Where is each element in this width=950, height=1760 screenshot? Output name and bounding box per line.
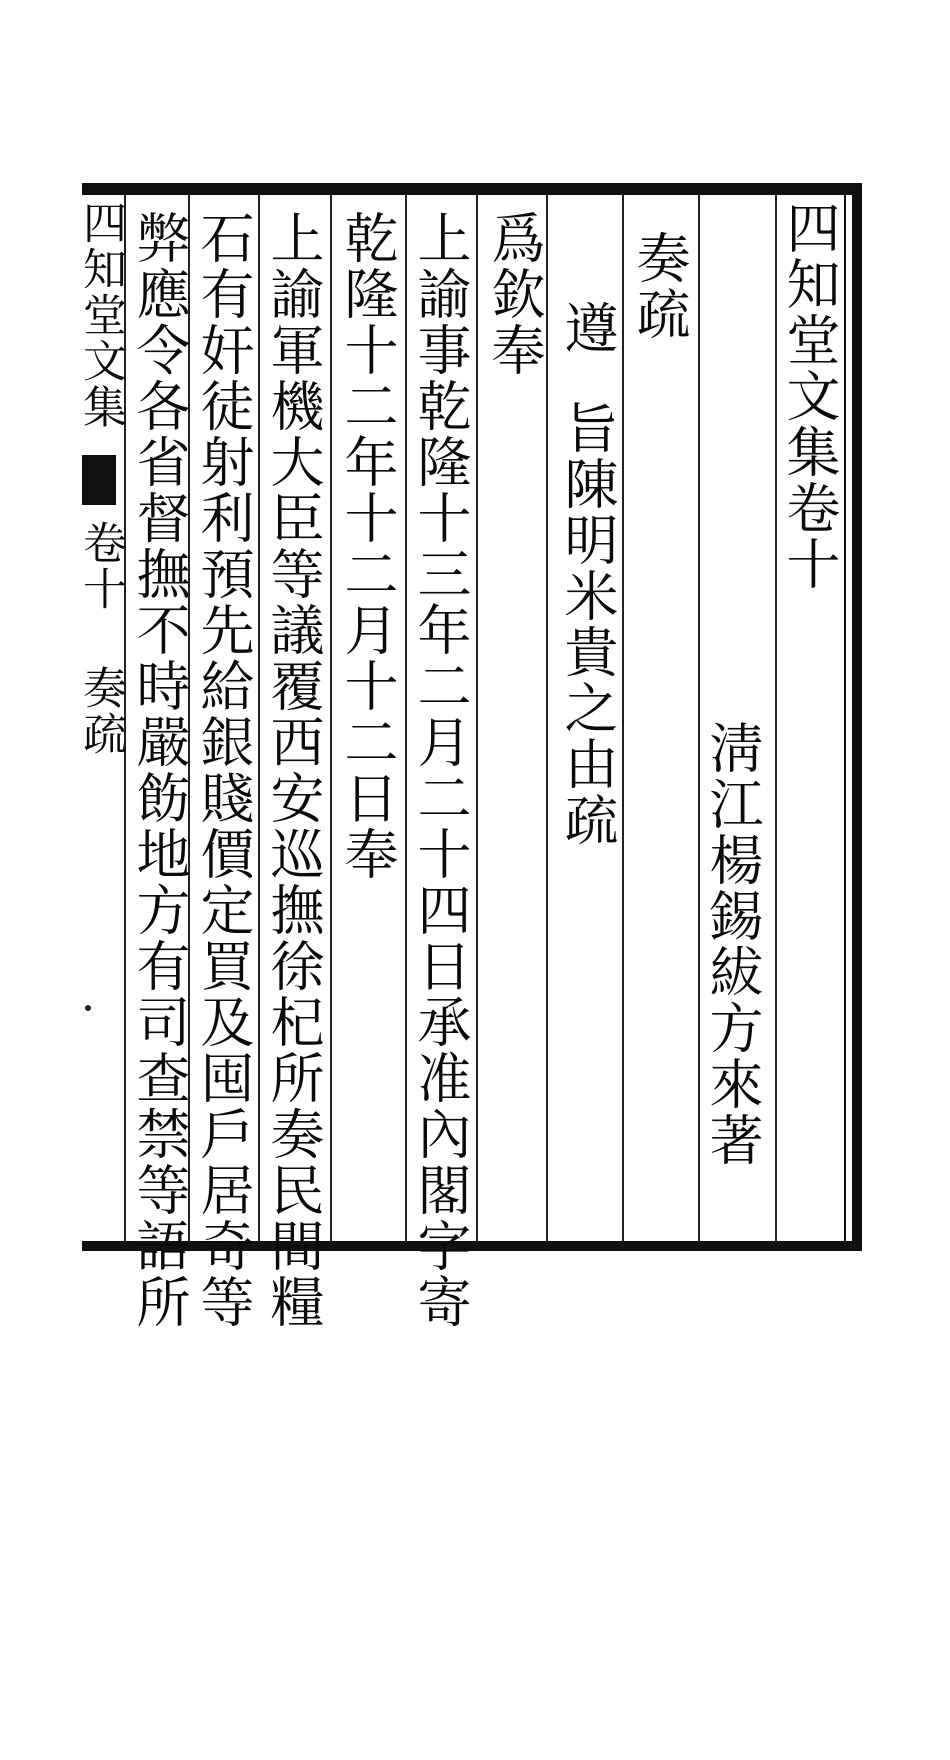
ink-dot [85,1005,91,1011]
volume-title: 四知堂文集卷十 [778,200,841,592]
memorial-title: 旨陳明米貴之由疏 [556,400,619,848]
column-rule [476,195,478,1241]
text-line-3: 乾隆十二年十二月十二日奉 [336,210,399,882]
margin-label-upper: 四知堂文集 [75,200,126,430]
text-line-4: 上諭軍機大臣等議覆西安巡撫徐杞所奏民間糧 [262,210,325,1330]
column-rule [698,195,700,1241]
author-line: 淸江楊錫紱方來著 [701,720,764,1168]
column-rule [546,195,548,1241]
text-line-1: 爲欽奉 [483,210,546,378]
text-line-2: 上諭事乾隆十三年二月二十四日承准內閣字寄 [409,210,472,1330]
margin-label-lower: 卷十 奏疏 [75,520,126,757]
column-rule [775,195,777,1241]
text-line-6: 弊應令各省督撫不時嚴飭地方有司查禁等語所 [128,210,191,1330]
column-rule [330,195,332,1241]
column-rule [405,195,407,1241]
column-rule [258,195,260,1241]
column-rule [622,195,624,1241]
memorial-title-prefix: 遵 [556,300,619,356]
text-line-5: 石有奸徒射利預先給銀賤價定買及囤戶居奇等 [192,210,255,1330]
section-heading: 奏疏 [628,230,691,342]
